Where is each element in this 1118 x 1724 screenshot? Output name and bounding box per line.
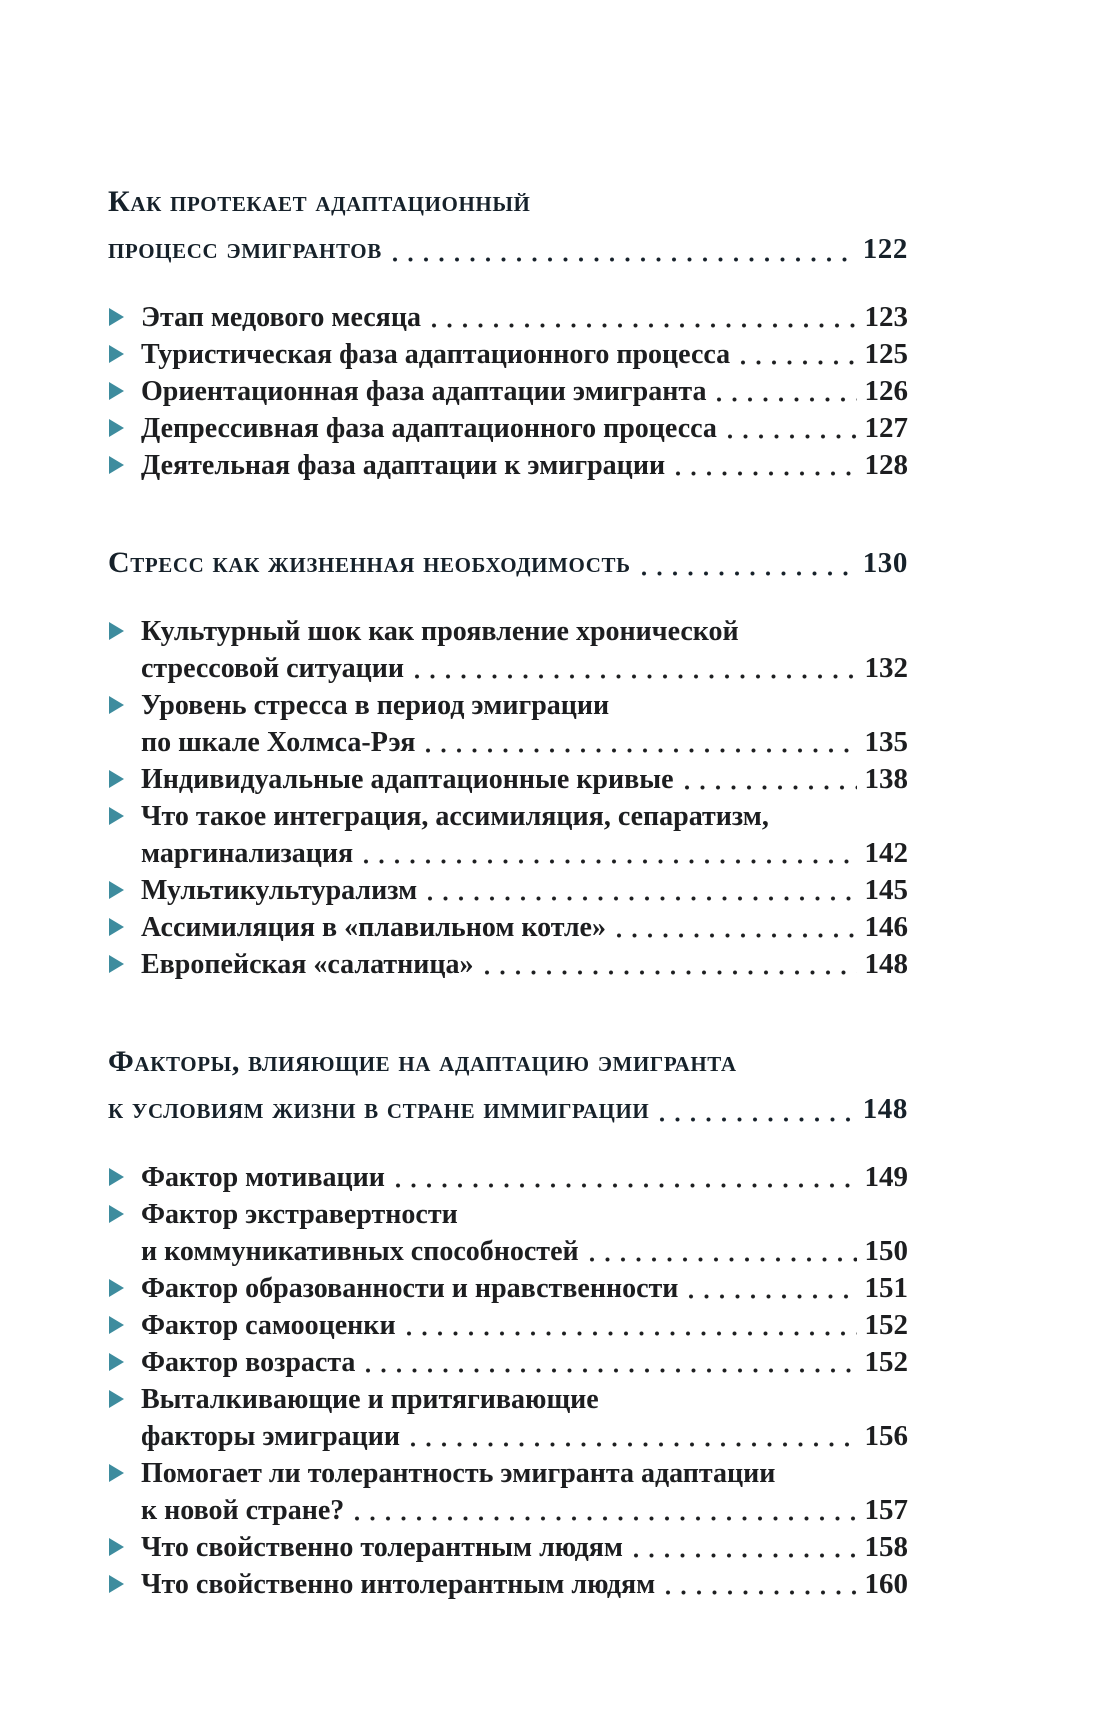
entry-text: Индивидуальные адаптационные кривые bbox=[141, 764, 674, 795]
section-heading[interactable] bbox=[108, 178, 908, 273]
entry-lines bbox=[141, 336, 908, 373]
page-number[interactable]: 148 bbox=[862, 1093, 908, 1125]
page-number[interactable]: 157 bbox=[864, 1494, 908, 1526]
toc-entry[interactable] bbox=[108, 1529, 908, 1566]
entry-line bbox=[141, 909, 908, 946]
entry-text: Мультикультурализм bbox=[141, 875, 418, 906]
dot-leader bbox=[406, 1329, 857, 1338]
dot-leader bbox=[392, 255, 855, 264]
entry-line bbox=[141, 761, 908, 798]
entry-line bbox=[141, 1566, 908, 1603]
triangle-right-icon bbox=[109, 419, 124, 437]
section-heading[interactable] bbox=[108, 1038, 908, 1133]
entry-lines bbox=[141, 1529, 908, 1566]
entry-text: Фактор мотивации bbox=[141, 1162, 385, 1193]
entry-line bbox=[141, 1159, 908, 1196]
entry-text: Деятельная фаза адаптации к эмиграции bbox=[141, 450, 666, 481]
entry-line bbox=[141, 650, 908, 687]
dot-leader bbox=[675, 469, 856, 478]
page-number[interactable]: 128 bbox=[864, 449, 908, 481]
triangle-right-icon bbox=[109, 345, 124, 363]
toc-entry[interactable] bbox=[108, 613, 908, 687]
page-number[interactable]: 122 bbox=[862, 233, 908, 265]
triangle-right-icon bbox=[109, 807, 124, 825]
entry-line bbox=[141, 798, 908, 835]
section-heading[interactable] bbox=[108, 539, 908, 587]
entry-text: Депрессивная фаза адаптационного процесса bbox=[141, 413, 717, 444]
entry-lines bbox=[141, 410, 908, 447]
page-number[interactable]: 156 bbox=[864, 1420, 908, 1452]
entry-text: факторы эмиграции bbox=[141, 1421, 401, 1452]
page-number[interactable]: 152 bbox=[864, 1309, 908, 1341]
toc-entry[interactable] bbox=[108, 1196, 908, 1270]
heading-line bbox=[108, 1085, 908, 1133]
section-heading-text: Как протекает адаптационный bbox=[108, 185, 531, 218]
triangle-right-icon bbox=[109, 881, 124, 899]
entry-line bbox=[141, 724, 908, 761]
entry-line bbox=[141, 336, 908, 373]
entry-lines bbox=[141, 761, 908, 798]
dot-leader bbox=[716, 395, 856, 404]
entry-line bbox=[141, 613, 908, 650]
toc-entry[interactable] bbox=[108, 1270, 908, 1307]
toc-entry[interactable] bbox=[108, 909, 908, 946]
page-number[interactable]: 130 bbox=[862, 547, 908, 579]
dot-leader bbox=[688, 1292, 856, 1301]
toc-entry[interactable] bbox=[108, 1455, 908, 1529]
entry-line bbox=[141, 1270, 908, 1307]
toc-entry[interactable] bbox=[108, 1566, 908, 1603]
entry-line bbox=[141, 1344, 908, 1381]
triangle-right-icon bbox=[109, 1575, 124, 1593]
entry-lines bbox=[141, 1307, 908, 1344]
entry-line bbox=[141, 687, 908, 724]
entry-text: Фактор образованности и нравственности bbox=[141, 1273, 679, 1304]
dot-leader bbox=[431, 321, 857, 330]
section-heading-text: Факторы, влияющие на адаптацию эмигранта bbox=[108, 1045, 737, 1078]
toc-entry[interactable] bbox=[108, 946, 908, 983]
entry-lines bbox=[141, 1270, 908, 1307]
dot-leader bbox=[684, 783, 857, 792]
entry-lines bbox=[141, 1196, 908, 1270]
entry-line bbox=[141, 373, 908, 410]
page-number[interactable]: 145 bbox=[864, 874, 908, 906]
page-number[interactable]: 135 bbox=[864, 726, 908, 758]
dot-leader bbox=[633, 1551, 857, 1560]
triangle-right-icon bbox=[109, 696, 124, 714]
page-number[interactable]: 160 bbox=[864, 1568, 908, 1600]
entry-line bbox=[141, 946, 908, 983]
toc-section bbox=[108, 178, 908, 484]
dot-leader bbox=[354, 1514, 856, 1523]
triangle-right-icon bbox=[109, 1353, 124, 1371]
page-number[interactable]: 127 bbox=[864, 412, 908, 444]
page-number[interactable]: 151 bbox=[864, 1272, 908, 1304]
entry-line bbox=[141, 299, 908, 336]
page-number[interactable]: 132 bbox=[864, 652, 908, 684]
entry-line bbox=[141, 1196, 908, 1233]
toc-entry[interactable] bbox=[108, 299, 908, 336]
entry-text: Этап медового месяца bbox=[141, 302, 421, 333]
entry-line bbox=[141, 1529, 908, 1566]
toc-entry[interactable] bbox=[108, 872, 908, 909]
entry-line bbox=[141, 835, 908, 872]
dot-leader bbox=[365, 1366, 856, 1375]
entry-line bbox=[141, 1233, 908, 1270]
triangle-right-icon bbox=[109, 955, 124, 973]
entry-lines bbox=[141, 299, 908, 336]
toc-entry[interactable] bbox=[108, 336, 908, 373]
entry-text: Фактор экстравертности bbox=[141, 1199, 458, 1230]
page-number[interactable]: 152 bbox=[864, 1346, 908, 1378]
triangle-right-icon bbox=[109, 456, 124, 474]
page-number[interactable]: 148 bbox=[864, 948, 908, 980]
toc-entry[interactable] bbox=[108, 798, 908, 872]
toc-entry[interactable] bbox=[108, 1381, 908, 1455]
page-number[interactable]: 150 bbox=[864, 1235, 908, 1267]
triangle-right-icon bbox=[109, 308, 124, 326]
toc-entry[interactable] bbox=[108, 447, 908, 484]
heading-line bbox=[108, 539, 908, 587]
entry-lines bbox=[141, 1566, 908, 1603]
entry-text: стрессовой ситуации bbox=[141, 653, 405, 684]
table-of-contents bbox=[108, 178, 908, 1603]
entry-text: Ассимиляция в «плавильном котле» bbox=[141, 912, 606, 943]
entry-text: Туристическая фаза адаптационного процесса bbox=[141, 339, 731, 370]
entry-text: Фактор самооценки bbox=[141, 1310, 396, 1341]
triangle-right-icon bbox=[109, 770, 124, 788]
dot-leader bbox=[740, 358, 856, 367]
triangle-right-icon bbox=[109, 1168, 124, 1186]
entry-text: Что такое интеграция, ассимиляция, сепаратизм, bbox=[141, 801, 769, 832]
dot-leader bbox=[484, 968, 857, 977]
entry-line bbox=[141, 410, 908, 447]
entry-lines bbox=[141, 872, 908, 909]
dot-leader bbox=[659, 1115, 854, 1124]
entry-line bbox=[141, 1492, 908, 1529]
dot-leader bbox=[427, 894, 856, 903]
dot-leader bbox=[727, 432, 857, 441]
dot-leader bbox=[589, 1255, 857, 1264]
toc-section bbox=[108, 539, 908, 983]
entry-lines bbox=[141, 1159, 908, 1196]
entry-text: Что свойственно толерантным людям bbox=[141, 1532, 623, 1563]
entry-line bbox=[141, 1381, 908, 1418]
toc-entry[interactable] bbox=[108, 373, 908, 410]
entry-text: по шкале Холмса-Рэя bbox=[141, 727, 416, 758]
heading-line bbox=[108, 1038, 908, 1085]
entry-text: и коммуникативных способностей bbox=[141, 1236, 579, 1267]
entry-text: Выталкивающие и притягивающие bbox=[141, 1384, 599, 1415]
heading-line bbox=[108, 225, 908, 273]
toc-entry[interactable] bbox=[108, 1344, 908, 1381]
entry-lines bbox=[141, 373, 908, 410]
entry-line bbox=[141, 1418, 908, 1455]
toc-entry[interactable] bbox=[108, 410, 908, 447]
entry-text: Уровень стресса в период эмиграции bbox=[141, 690, 610, 721]
entry-lines bbox=[141, 946, 908, 983]
heading-line bbox=[108, 178, 908, 225]
dot-leader bbox=[641, 569, 855, 578]
triangle-right-icon bbox=[109, 1205, 124, 1223]
dot-leader bbox=[414, 672, 856, 681]
triangle-right-icon bbox=[109, 382, 124, 400]
toc-entry[interactable] bbox=[108, 1159, 908, 1196]
page-number[interactable]: 123 bbox=[864, 301, 908, 333]
entry-lines bbox=[141, 798, 908, 872]
entry-lines bbox=[141, 613, 908, 687]
entry-line bbox=[141, 447, 908, 484]
entry-lines bbox=[141, 1344, 908, 1381]
toc-entry[interactable] bbox=[108, 761, 908, 798]
toc-section bbox=[108, 1038, 908, 1603]
dot-leader bbox=[425, 746, 856, 755]
triangle-right-icon bbox=[109, 1538, 124, 1556]
entry-line bbox=[141, 1307, 908, 1344]
entry-lines bbox=[141, 1381, 908, 1455]
entry-line bbox=[141, 872, 908, 909]
entry-text: Что свойственно интолерантным людям bbox=[141, 1569, 656, 1600]
page-number[interactable]: 149 bbox=[864, 1161, 908, 1193]
triangle-right-icon bbox=[109, 1464, 124, 1482]
entry-lines bbox=[141, 447, 908, 484]
dot-leader bbox=[410, 1440, 856, 1449]
page-number[interactable]: 146 bbox=[864, 911, 908, 943]
page-number[interactable]: 138 bbox=[864, 763, 908, 795]
triangle-right-icon bbox=[109, 1316, 124, 1334]
entry-lines bbox=[141, 687, 908, 761]
dot-leader bbox=[616, 931, 857, 940]
entry-text: Помогает ли толерантность эмигранта адаптации bbox=[141, 1458, 776, 1489]
triangle-right-icon bbox=[109, 622, 124, 640]
entry-lines bbox=[141, 1455, 908, 1529]
page-number[interactable]: 158 bbox=[864, 1531, 908, 1563]
page-number[interactable]: 125 bbox=[864, 338, 908, 370]
page-number[interactable]: 126 bbox=[864, 375, 908, 407]
toc-entry[interactable] bbox=[108, 687, 908, 761]
page-number[interactable]: 142 bbox=[864, 837, 908, 869]
section-heading-text: Стресс как жизненная необходимость bbox=[108, 546, 631, 579]
entry-text: маргинализация bbox=[141, 838, 354, 869]
entry-text: Европейская «салатница» bbox=[141, 949, 474, 980]
entry-text: Фактор возраста bbox=[141, 1347, 356, 1378]
dot-leader bbox=[395, 1181, 857, 1190]
entry-lines bbox=[141, 909, 908, 946]
dot-leader bbox=[665, 1588, 856, 1597]
section-heading-text: процесс эмигрантов bbox=[108, 232, 382, 265]
triangle-right-icon bbox=[109, 1390, 124, 1408]
section-heading-text: к условиям жизни в стране иммиграции bbox=[108, 1092, 650, 1125]
toc-entry[interactable] bbox=[108, 1307, 908, 1344]
entry-text: Культурный шок как проявление хронической bbox=[141, 616, 739, 647]
entry-line bbox=[141, 1455, 908, 1492]
dot-leader bbox=[363, 857, 856, 866]
triangle-right-icon bbox=[109, 1279, 124, 1297]
entry-text: к новой стране? bbox=[141, 1495, 345, 1526]
triangle-right-icon bbox=[109, 918, 124, 936]
entry-text: Ориентационная фаза адаптации эмигранта bbox=[141, 376, 707, 407]
